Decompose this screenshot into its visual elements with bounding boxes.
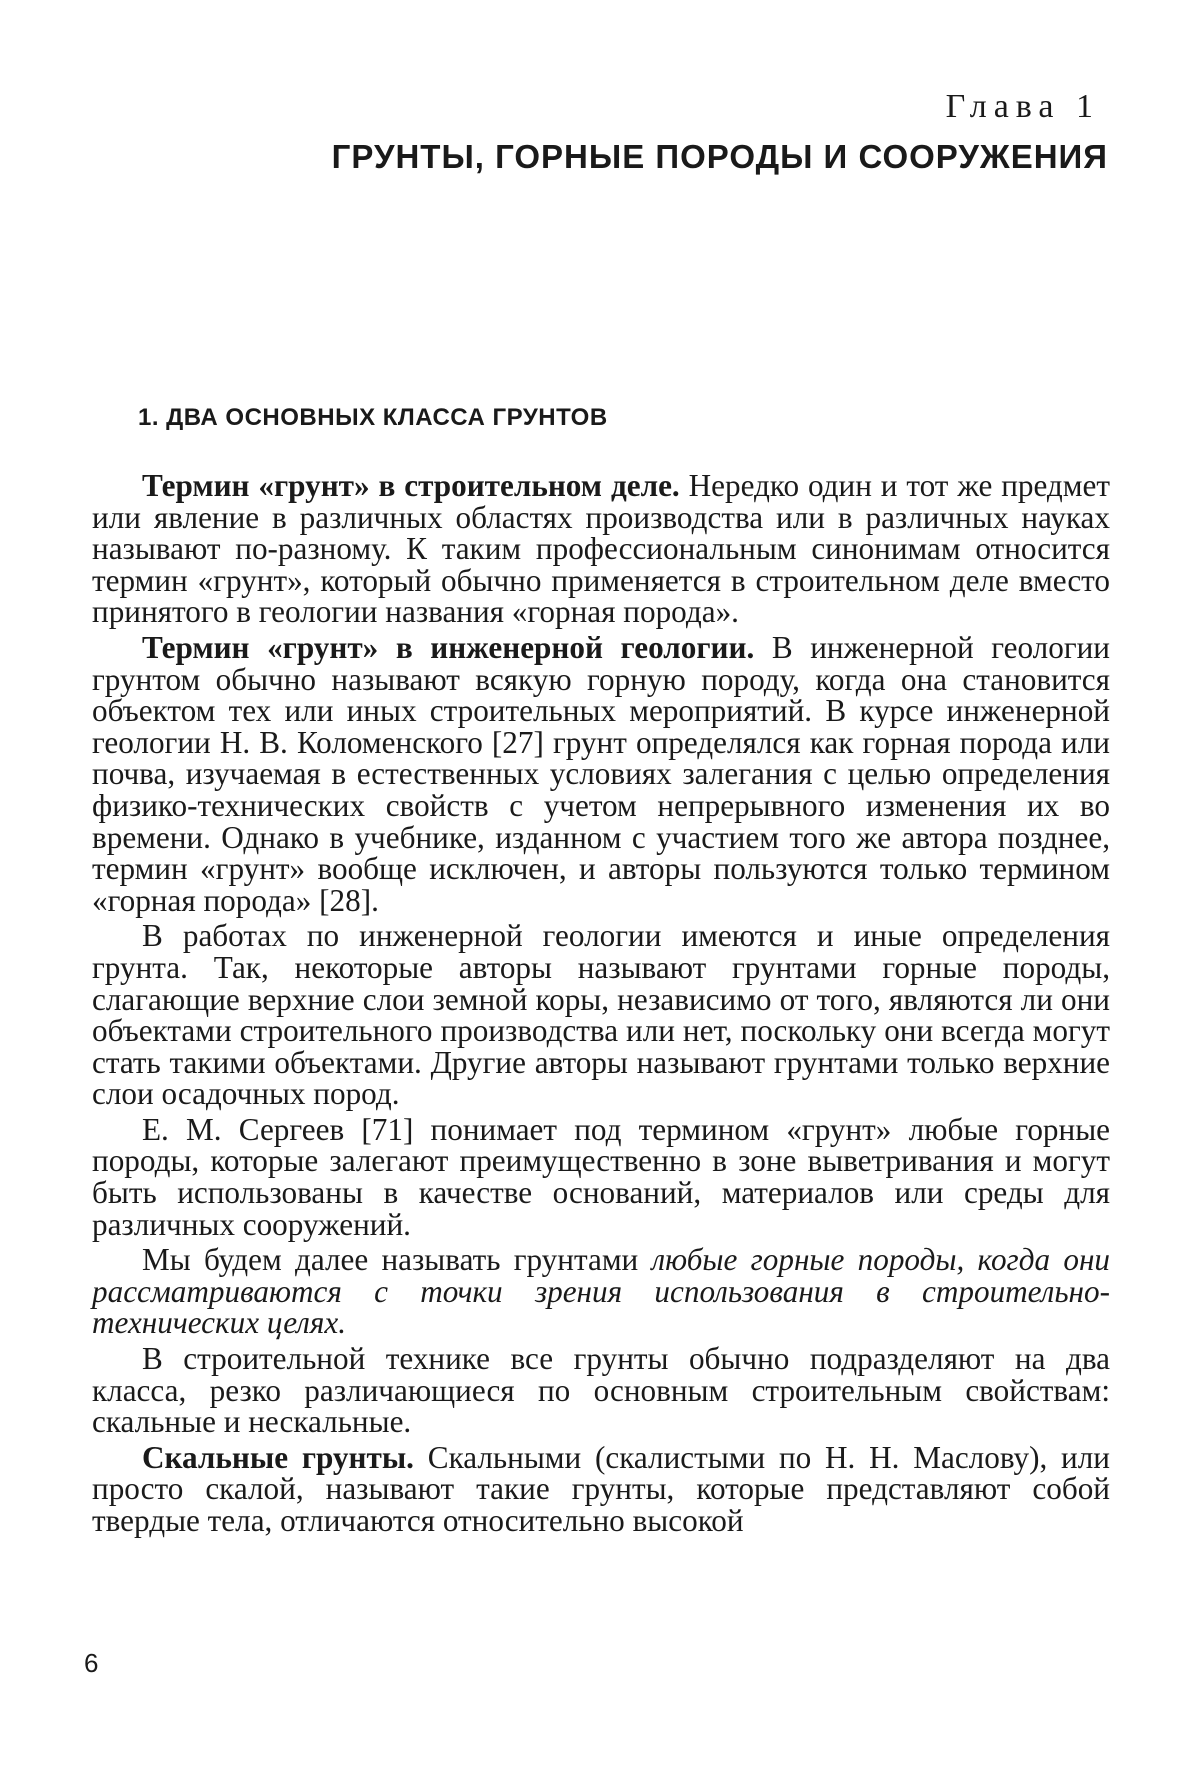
paragraph-text: В строительной технике все грунты обычно подразделяют на два класса, резко различающиеся по основным строительным свойствам: скальные и нескальные. [92, 1341, 1110, 1440]
run-in-heading: Скальные грунты. [142, 1439, 414, 1475]
page-number: 6 [84, 1648, 99, 1678]
section-heading: 1. ДВА ОСНОВНЫХ КЛАССА ГРУНТОВ [138, 404, 608, 431]
paragraph-term-construction [92, 470, 1110, 628]
run-in-heading: Термин «грунт» в строительном деле. [142, 468, 680, 503]
paragraph-other-definitions [92, 920, 1110, 1110]
paragraph-two-classes [92, 1343, 1110, 1438]
paragraph-text: Скальными (скалистыми по Н. Н. Маслову), или просто скалой, называют такие грунты, которые представляют собой твердые тела, отличаются относительно высокой [92, 1439, 1110, 1538]
paragraph-text: В инженерной геологии грунтом обычно называют всякую горную породу, когда она становится объектом тех или иных строительных мероприятий. В курсе инженерной геологии Н. В. Коломенского [27] грунт определялся как горная порода или почва, изучаемая в естественных условиях залегания с целью определения физико-технических свойств с учетом непрерывного изменения их во времени. Однако в учебнике, изданном с участием того же автора позднее, термин «грунт» вообще исключен, и авторы пользуются только термином «горная порода» [28]. [92, 629, 1110, 918]
paragraph-text: В работах по инженерной геологии имеются и иные определения грунта. Так, некоторые авторы называют грунтами горные породы, слагающие верхние слои земной коры, независимо от того, являются ли они объектами строительного производства или нет, поскольку они всегда могут стать такими объектами. Другие авторы называют грунтами только верхние слои осадочных пород. [92, 918, 1110, 1112]
chapter-label: Глава 1 [945, 88, 1100, 125]
run-in-heading: Термин «грунт» в инженерной геологии. [142, 629, 755, 665]
chapter-title: ГРУНТЫ, ГОРНЫЕ ПОРОДЫ И СООРУЖЕНИЯ [331, 138, 1108, 175]
body-text [92, 470, 1110, 1537]
paragraph-text: Е. М. Сергеев [71] понимает под термином «грунт» любые горные породы, которые залегают преимущественно в зоне выветривания и могут быть использованы в качестве оснований, материалов или среды для различных сооружений. [92, 1111, 1110, 1242]
paragraph-term-engineering-geology [92, 629, 1110, 918]
paragraph-rock-soils [92, 1439, 1110, 1538]
paragraph-definition [92, 1244, 1110, 1339]
paragraph-sergeev [92, 1111, 1110, 1242]
italic-definition: любые горные породы, когда они рассматриваются с точки зрения использования в строительно-технических целях. [92, 1242, 1111, 1341]
paragraph-text: Нередко один и тот же предмет или явление в различных областях производства или в различных науках называют по-разному. К таким профессиональным синонимам относится термин «грунт», который обычно применяется в строительном деле вместо принятого в геологии названия «горная порода». [92, 468, 1110, 630]
paragraph-text: Мы будем далее называть грунтами [142, 1242, 652, 1278]
